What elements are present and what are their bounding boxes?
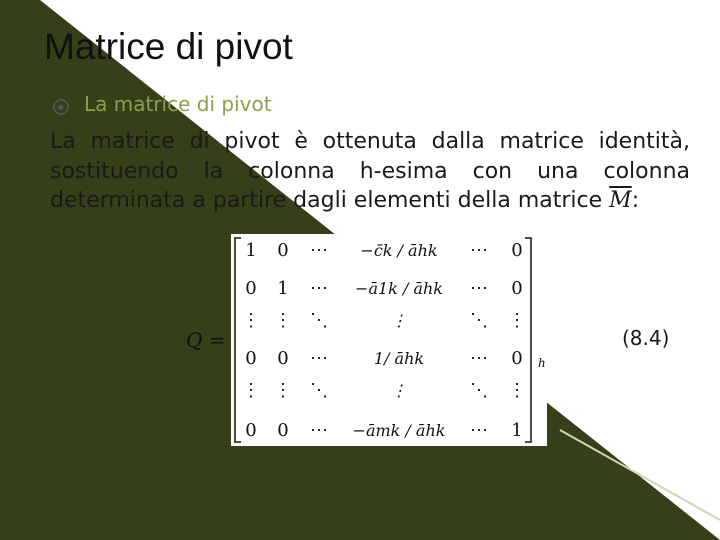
paragraph-line-1: La matrice di pivot è ottenuta dalla matrice identità, — [50, 129, 690, 154]
paragraph-line-2: sostituendo la colonna h-esima con una colonna — [50, 159, 690, 184]
left-bracket — [235, 238, 241, 442]
row-h-marker: h — [538, 356, 546, 370]
matrix-cell: 0 — [511, 348, 523, 369]
matrix-cell: 1/ āhk — [373, 349, 425, 368]
bullet-heading: La matrice di pivot — [84, 92, 272, 116]
matrix-cell: ⋮ — [391, 381, 407, 400]
pivot-matrix — [231, 234, 547, 446]
paragraph-line-3 — [50, 187, 690, 215]
matrix-cell: ⋮ — [508, 310, 526, 331]
matrix-cell: ⋮ — [242, 310, 260, 331]
matrix-cell: ⋱ — [310, 310, 328, 331]
matrix-cell: 1 — [245, 240, 257, 261]
pivot-matrix-svg — [231, 234, 547, 446]
equation-lhs: Q = — [186, 328, 226, 352]
bullet-icon — [52, 98, 70, 116]
matrix-cell: ⋱ — [470, 380, 488, 401]
right-bracket — [525, 238, 531, 442]
matrix-cell: 0 — [245, 278, 257, 299]
matrix-cell: 0 — [277, 240, 289, 261]
matrix-cell: ⋯ — [470, 240, 488, 261]
matrix-cell: 0 — [277, 348, 289, 369]
matrix-cell: ⋮ — [274, 380, 292, 401]
matrix-cell: −ā1k / āhk — [355, 279, 443, 298]
matrix-cell: ⋱ — [310, 380, 328, 401]
matrix-cell: 0 — [245, 348, 257, 369]
matrix-cell: ⋱ — [470, 310, 488, 331]
matrix-m-symbol: $\overline{M}$ — [609, 188, 632, 213]
matrix-cell: 0 — [245, 420, 257, 441]
matrix-cell: 0 — [511, 278, 523, 299]
matrix-cell: 0 — [277, 420, 289, 441]
matrix-cell: ⋯ — [470, 420, 488, 441]
matrix-cell: ⋮ — [508, 380, 526, 401]
matrix-cell: ⋮ — [274, 310, 292, 331]
equation-number: (8.4) — [622, 326, 670, 350]
page-title: Matrice di pivot — [44, 26, 293, 67]
matrix-cell: ⋯ — [310, 240, 328, 261]
matrix-cell: ⋯ — [310, 348, 328, 369]
matrix-cell: ⋯ — [470, 278, 488, 299]
matrix-cell: ⋯ — [310, 420, 328, 441]
paragraph-line-3-text: determinata a partire dagli elementi della matrice — [50, 188, 610, 213]
matrix-cell: 0 — [511, 240, 523, 261]
matrix-cell: ⋯ — [310, 278, 328, 299]
matrix-cell: −āmk / āhk — [352, 421, 446, 440]
matrix-cell: 1 — [277, 278, 289, 299]
matrix-cell: ⋮ — [391, 311, 407, 330]
matrix-cell: ⋯ — [470, 348, 488, 369]
matrix-cell: ⋮ — [242, 380, 260, 401]
matrix-cell: 1 — [511, 420, 523, 441]
paragraph-line-3-colon: : — [631, 188, 640, 213]
matrix-cell: −c̄k / āhk — [360, 241, 438, 260]
